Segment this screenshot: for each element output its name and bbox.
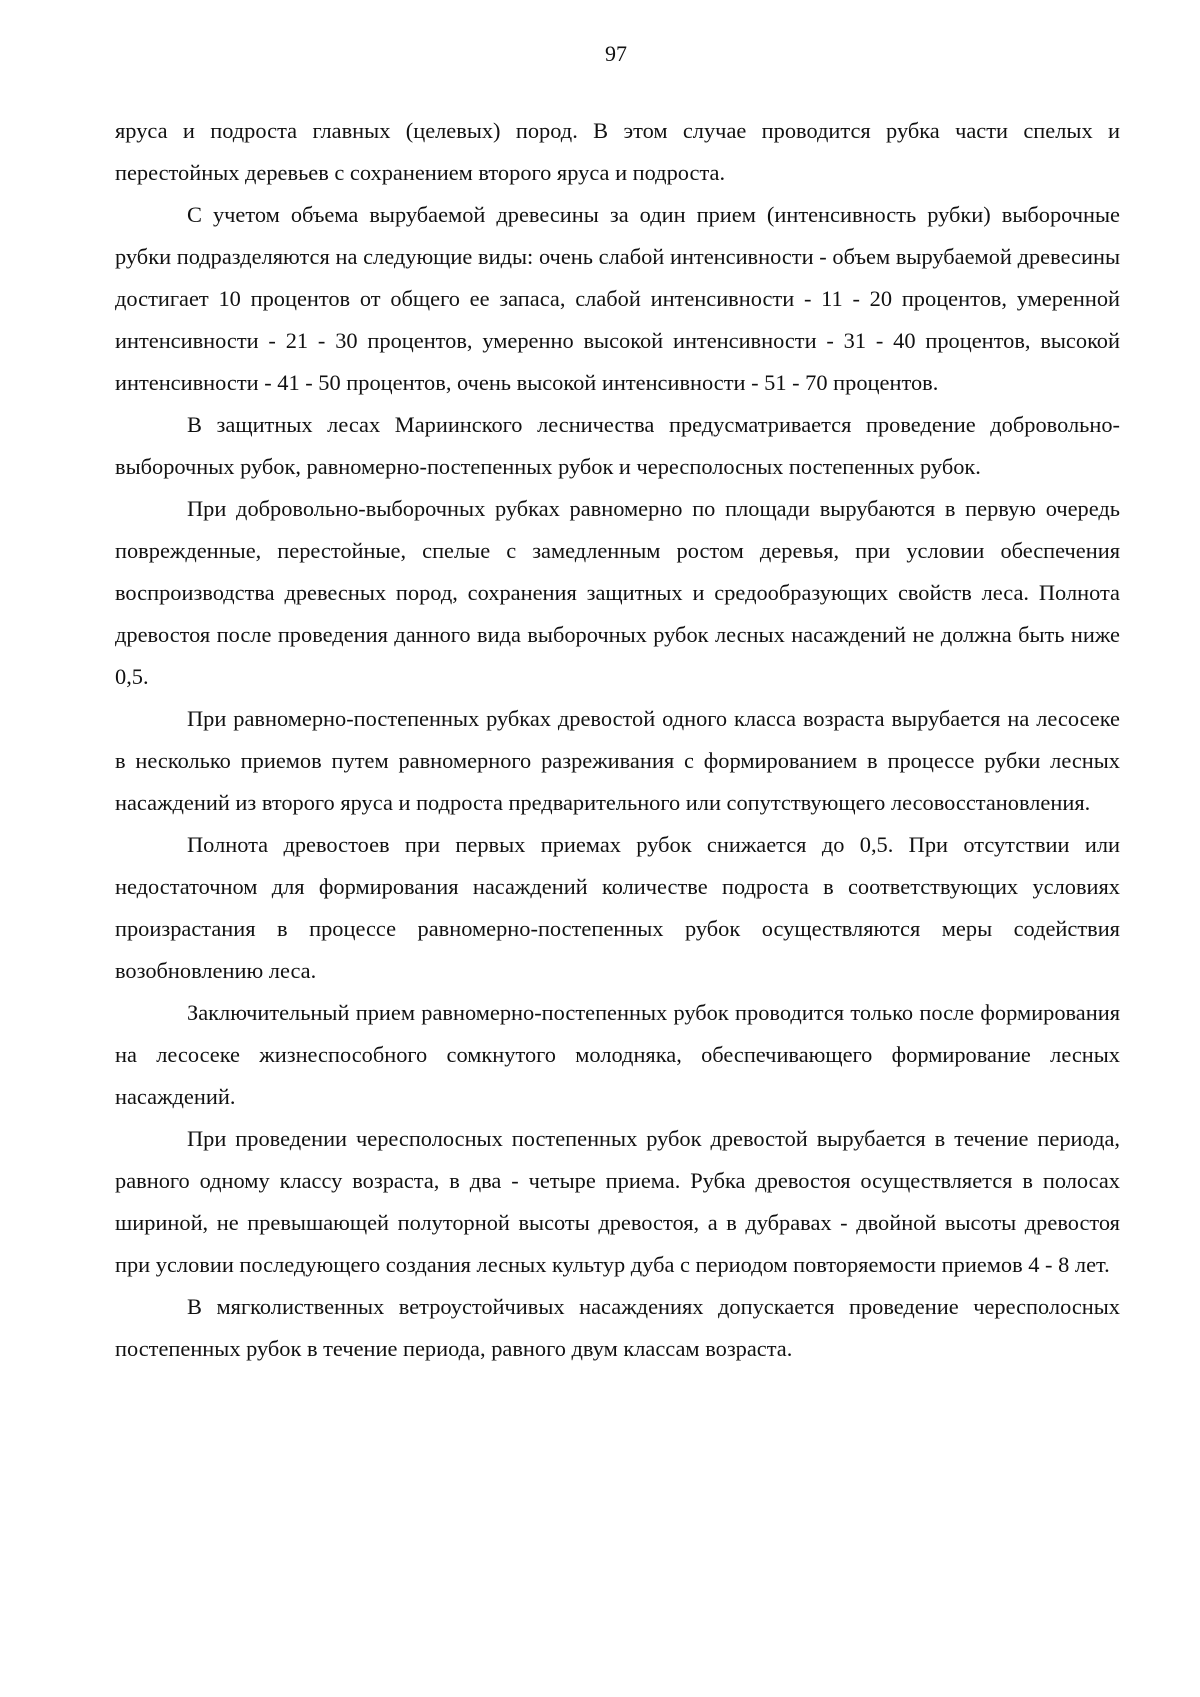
paragraph-cutting-intensity: С учетом объема вырубаемой древесины за один прием (интенсивность рубки) выборочные рубки подразделяются на следующие виды: очень слабой интенсивности - объем вырубаемой древесины достигает 10 процентов от общего ее запаса, слабой интенсивности - 11 - 20 процентов, умеренной интенсивности - 21 - 30 процентов, умеренно высокой интенсивности - 31 - 40 процентов, высокой интенсивности - 41 - 50 процентов, очень высокой интенсивности - 51 - 70 процентов. xyxy=(115,202,1120,395)
paragraph-uniform-gradual-cutting: При равномерно-постепенных рубках древостой одного класса возраста вырубается на лесосеке в несколько приемов путем равномерного разреживания с формированием в процессе рубки лесных насаждений из второго яруса и подроста предварительного или сопутствующего лесовосстановления. xyxy=(115,706,1120,815)
paragraph-selective-cutting: При добровольно-выборочных рубках равномерно по площади вырубаются в первую очередь поврежденные, перестойные, спелые с замедленным ростом деревья, при условии обеспечения воспроизводства древесных пород, сохранения защитных и средообразующих свойств леса. Полнота древостоя после проведения данного вида выборочных рубок лесных насаждений не должна быть ниже 0,5. xyxy=(115,496,1120,689)
paragraph-stand-density: Полнота древостоев при первых приемах рубок снижается до 0,5. При отсутствии или недостаточном для формирования насаждений количестве подроста в соответствующих условиях произрастания в процессе равномерно-постепенных рубок осуществляются меры содействия возобновлению леса. xyxy=(115,832,1120,983)
paragraph-strip-cutting: При проведении чересполосных постепенных рубок древостой вырубается в течение периода, равного одному классу возраста, в два - четыре приема. Рубка древостоя осуществляется в полосах шириной, не превышающей полуторной высоты древостоя, а в дубравах - двойной высоты древостоя при условии последующего создания лесных культур дуба с периодом повторяемости приемов 4 - 8 лет. xyxy=(115,1126,1120,1277)
body-text xyxy=(115,110,1120,1370)
paragraph-softwood-stands: В мягколиственных ветроустойчивых насаждениях допускается проведение чересполосных постепенных рубок в течение периода, равного двум классам возраста. xyxy=(115,1294,1120,1361)
paragraph-continuation: яруса и подроста главных (целевых) пород. В этом случае проводится рубка части спелых и перестойных деревьев с сохранением второго яруса и подроста. xyxy=(115,118,1120,185)
page-number: 97 xyxy=(605,41,627,66)
paragraph-protective-forests: В защитных лесах Мариинского лесничества предусматривается проведение добровольно-выборочных рубок, равномерно-постепенных рубок и чересполосных постепенных рубок. xyxy=(115,412,1120,479)
paragraph-final-cutting: Заключительный прием равномерно-постепенных рубок проводится только после формирования на лесосеке жизнеспособного сомкнутого молодняка, обеспечивающего формирование лесных насаждений. xyxy=(115,1000,1120,1109)
